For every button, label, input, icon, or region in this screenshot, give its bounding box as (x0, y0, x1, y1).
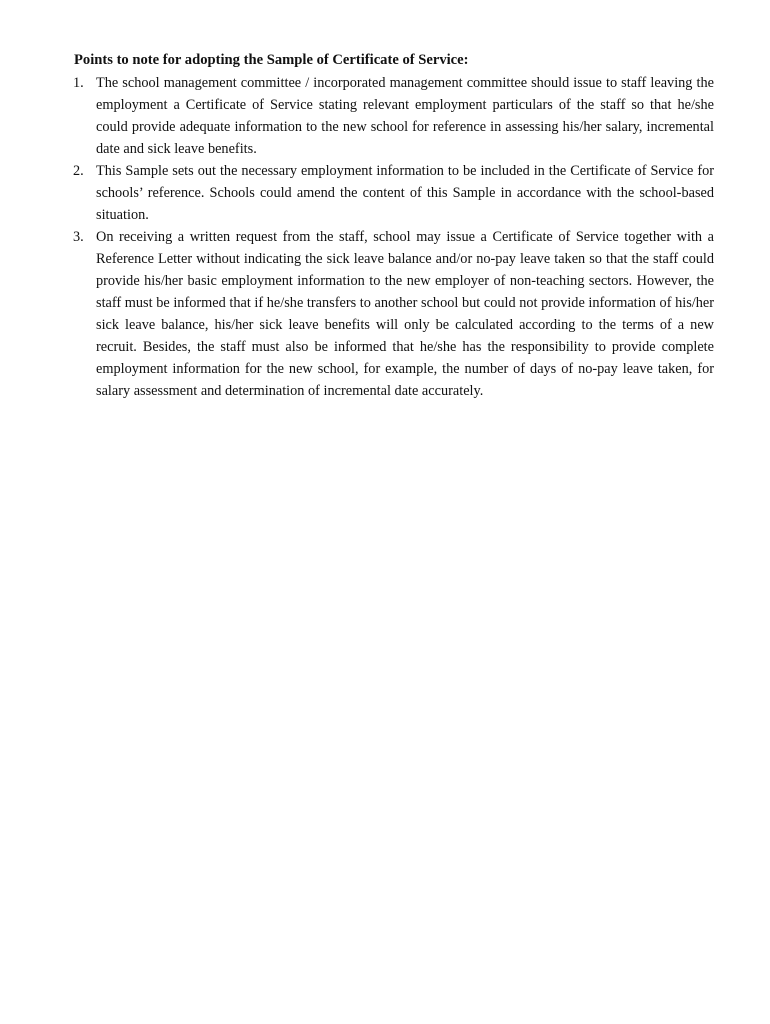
note-number: 2. (73, 163, 84, 179)
note-item-3 (74, 226, 714, 402)
note-number: 1. (73, 75, 84, 91)
note-text: This Sample sets out the necessary employment information to be included in the Certificate of Service for schools’ reference. Schools could amend the content of this Sample in accordance with the school-based situation. (96, 163, 714, 223)
note-text: The school management committee / incorporated management committee should issue to staff leaving the employment a Certificate of Service stating relevant employment particulars of the staff so that he/she could provide adequate information to the new school for reference in assessing his/her salary, incremental date and sick leave benefits. (96, 75, 714, 157)
note-number: 3. (73, 229, 84, 245)
notes-section (74, 50, 714, 402)
notes-heading: Points to note for adopting the Sample of Certificate of Service: (74, 52, 469, 68)
notes-list (74, 72, 714, 402)
note-item-2 (74, 160, 714, 226)
note-text: On receiving a written request from the staff, school may issue a Certificate of Service together with a Reference Letter without indicating the sick leave balance and/or no-pay leave taken so that the staff could provide his/her basic employment information to the new employer of non-teaching sectors. However, the staff must be informed that if he/she transfers to another school but could not provide information of his/her sick leave balance, his/her sick leave benefits will only be calculated according to the terms of a new recruit. Besides, the staff must also be informed that he/she has the responsibility to provide complete employment information for the new school, for example, the number of days of no-pay leave taken, for salary assessment and determination of incremental date accurately. (96, 229, 714, 399)
note-item-1 (74, 72, 714, 160)
